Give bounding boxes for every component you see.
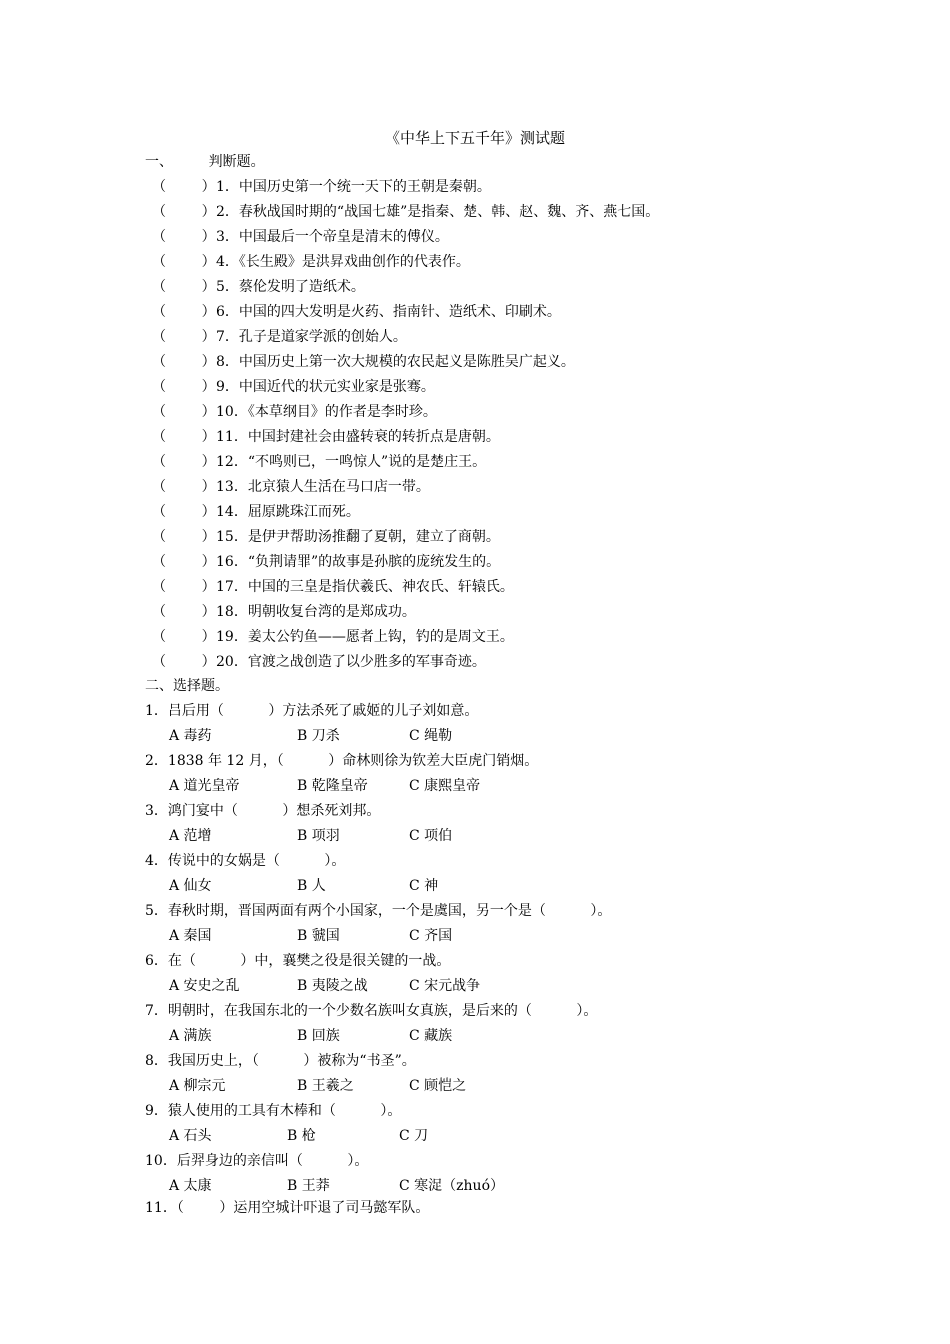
option-b[interactable]: B 夷陵之战 — [297, 978, 368, 994]
statement-text: 20．官渡之战创造了以少胜多的军事奇迹。 — [216, 654, 486, 670]
page-title: 《中华上下五千年》测试题 — [384, 129, 565, 147]
option-b[interactable]: B 虢国 — [297, 928, 340, 944]
statement-text: 7．孔子是道家学派的创始人。 — [216, 329, 407, 345]
true-false-item — [152, 577, 912, 597]
answer-blank[interactable]: （ ） — [152, 629, 216, 645]
true-false-item — [152, 502, 912, 522]
answer-blank[interactable]: （ ） — [152, 479, 216, 495]
choice-question: 7．明朝时，在我国东北的一个少数名族叫女真族，是后来的（ ）。 — [145, 1003, 598, 1019]
option-c[interactable]: C 藏族 — [409, 1028, 453, 1044]
answer-blank[interactable]: （ ） — [152, 354, 216, 370]
statement-text: 4．《长生殿》是洪昇戏曲创作的代表作。 — [216, 254, 470, 270]
option-a[interactable]: A 满族 — [169, 1028, 212, 1044]
answer-blank[interactable]: （ ） — [152, 529, 216, 545]
statement-text: 9．中国近代的状元实业家是张骞。 — [216, 379, 435, 395]
statement-text: 10．《本草纲目》的作者是李时珍。 — [216, 404, 437, 420]
statement-text: 12．“不鸣则已，一鸣惊人”说的是楚庄王。 — [216, 454, 487, 470]
question-11: 11．（ ）运用空城计吓退了司马懿军队。 — [145, 1200, 430, 1216]
true-false-item — [152, 527, 912, 547]
answer-blank[interactable]: （ ） — [152, 404, 216, 420]
true-false-item — [152, 402, 912, 422]
option-b[interactable]: B 乾隆皇帝 — [297, 778, 368, 794]
option-b[interactable]: B 项羽 — [297, 828, 340, 844]
statement-text: 19．姜太公钓鱼——愿者上钩，钓的是周文王。 — [216, 629, 514, 645]
answer-blank[interactable]: （ ） — [152, 229, 216, 245]
choice-question: 6．在（ ）中，襄樊之役是很关键的一战。 — [145, 953, 451, 969]
option-c[interactable]: C 刀 — [399, 1128, 429, 1144]
choice-question: 1．吕后用（ ）方法杀死了戚姬的儿子刘如意。 — [145, 703, 479, 719]
statement-text: 3．中国最后一个帝皇是清末的傅仪。 — [216, 229, 449, 245]
statement-text: 5．蔡伦发明了造纸术。 — [216, 279, 365, 295]
true-false-item — [152, 627, 912, 647]
option-b[interactable]: B 刀杀 — [297, 728, 340, 744]
true-false-item — [152, 377, 912, 397]
statement-text: 11．中国封建社会由盛转衰的转折点是唐朝。 — [216, 429, 500, 445]
answer-blank[interactable]: （ ） — [152, 304, 216, 320]
option-a[interactable]: A 秦国 — [169, 928, 212, 944]
true-false-item — [152, 652, 912, 672]
statement-text: 15．是伊尹帮助汤推翻了夏朝，建立了商朝。 — [216, 529, 500, 545]
option-c[interactable]: C 寒浞（zhuó） — [399, 1178, 504, 1194]
option-c[interactable]: C 康熙皇帝 — [409, 778, 481, 794]
statement-text: 14．屈原跳珠江而死。 — [216, 504, 360, 520]
option-b[interactable]: B 王羲之 — [297, 1078, 354, 1094]
option-c[interactable]: C 绳勒 — [409, 728, 453, 744]
section-choice-heading: 二、选择题。 — [145, 678, 229, 694]
true-false-item — [152, 452, 912, 472]
option-c[interactable]: C 项伯 — [409, 828, 453, 844]
answer-blank[interactable]: （ ） — [152, 379, 216, 395]
choice-question: 9．猿人使用的工具有木棒和（ ）。 — [145, 1103, 402, 1119]
choice-question: 8．我国历史上，（ ）被称为“书圣”。 — [145, 1053, 416, 1069]
answer-blank[interactable]: （ ） — [152, 329, 216, 345]
answer-blank[interactable]: （ ） — [152, 654, 216, 670]
option-b[interactable]: B 王莽 — [287, 1178, 330, 1194]
statement-text: 2．春秋战国时期的“战国七雄”是指秦、楚、韩、赵、魏、齐、燕七国。 — [216, 204, 660, 220]
option-c[interactable]: C 神 — [409, 878, 439, 894]
choice-question: 3．鸿门宴中（ ）想杀死刘邦。 — [145, 803, 381, 819]
statement-text: 8．中国历史上第一次大规模的农民起义是陈胜吴广起义。 — [216, 354, 575, 370]
option-a[interactable]: A 柳宗元 — [169, 1078, 226, 1094]
answer-blank[interactable]: （ ） — [152, 604, 216, 620]
option-a[interactable]: A 范增 — [169, 828, 212, 844]
true-false-item — [152, 327, 912, 347]
choice-question: 5．春秋时期，晋国两面有两个小国家，一个是虞国，另一个是（ ）。 — [145, 903, 612, 919]
option-c[interactable]: C 宋元战争 — [409, 978, 481, 994]
option-c[interactable]: C 顾恺之 — [409, 1078, 467, 1094]
true-false-item — [152, 227, 912, 247]
option-a[interactable]: A 道光皇帝 — [169, 778, 240, 794]
statement-text: 18．明朝收复台湾的是郑成功。 — [216, 604, 416, 620]
option-a[interactable]: A 太康 — [169, 1178, 212, 1194]
statement-text: 16．“负荆请罪”的故事是孙膑的庞统发生的。 — [216, 554, 501, 570]
true-false-item — [152, 602, 912, 622]
true-false-item — [152, 252, 912, 272]
option-c[interactable]: C 齐国 — [409, 928, 453, 944]
option-a[interactable]: A 毒药 — [169, 728, 212, 744]
choice-question: 4．传说中的女娲是（ ）。 — [145, 853, 346, 869]
answer-blank[interactable]: （ ） — [152, 429, 216, 445]
true-false-item — [152, 277, 912, 297]
option-b[interactable]: B 回族 — [297, 1028, 340, 1044]
true-false-item — [152, 177, 912, 197]
choice-question: 10．后羿身边的亲信叫（ ）。 — [145, 1153, 369, 1169]
answer-blank[interactable]: （ ） — [152, 254, 216, 270]
option-a[interactable]: A 石头 — [169, 1128, 212, 1144]
true-false-item — [152, 302, 912, 322]
true-false-item — [152, 427, 912, 447]
choice-question: 2．1838 年 12 月，（ ）命林则徐为钦差大臣虎门销烟。 — [145, 753, 539, 769]
statement-text: 6．中国的四大发明是火药、指南针、造纸术、印刷术。 — [216, 304, 561, 320]
true-false-item — [152, 552, 912, 572]
answer-blank[interactable]: （ ） — [152, 204, 216, 220]
option-a[interactable]: A 安史之乱 — [169, 978, 240, 994]
section-true-false-heading: 一、 判断题。 — [145, 154, 265, 170]
statement-text: 17．中国的三皇是指伏羲氏、神农氏、轩辕氏。 — [216, 579, 514, 595]
option-a[interactable]: A 仙女 — [169, 878, 212, 894]
answer-blank[interactable]: （ ） — [152, 579, 216, 595]
statement-text: 1．中国历史第一个统一天下的王朝是秦朝。 — [216, 179, 491, 195]
answer-blank[interactable]: （ ） — [152, 454, 216, 470]
statement-text: 13．北京猿人生活在马口店一带。 — [216, 479, 430, 495]
option-b[interactable]: B 人 — [297, 878, 326, 894]
true-false-item — [152, 202, 912, 222]
answer-blank[interactable]: （ ） — [152, 504, 216, 520]
answer-blank[interactable]: （ ） — [152, 279, 216, 295]
answer-blank[interactable]: （ ） — [152, 179, 216, 195]
true-false-item — [152, 352, 912, 372]
true-false-item — [152, 477, 912, 497]
answer-blank[interactable]: （ ） — [152, 554, 216, 570]
option-b[interactable]: B 枪 — [287, 1128, 316, 1144]
